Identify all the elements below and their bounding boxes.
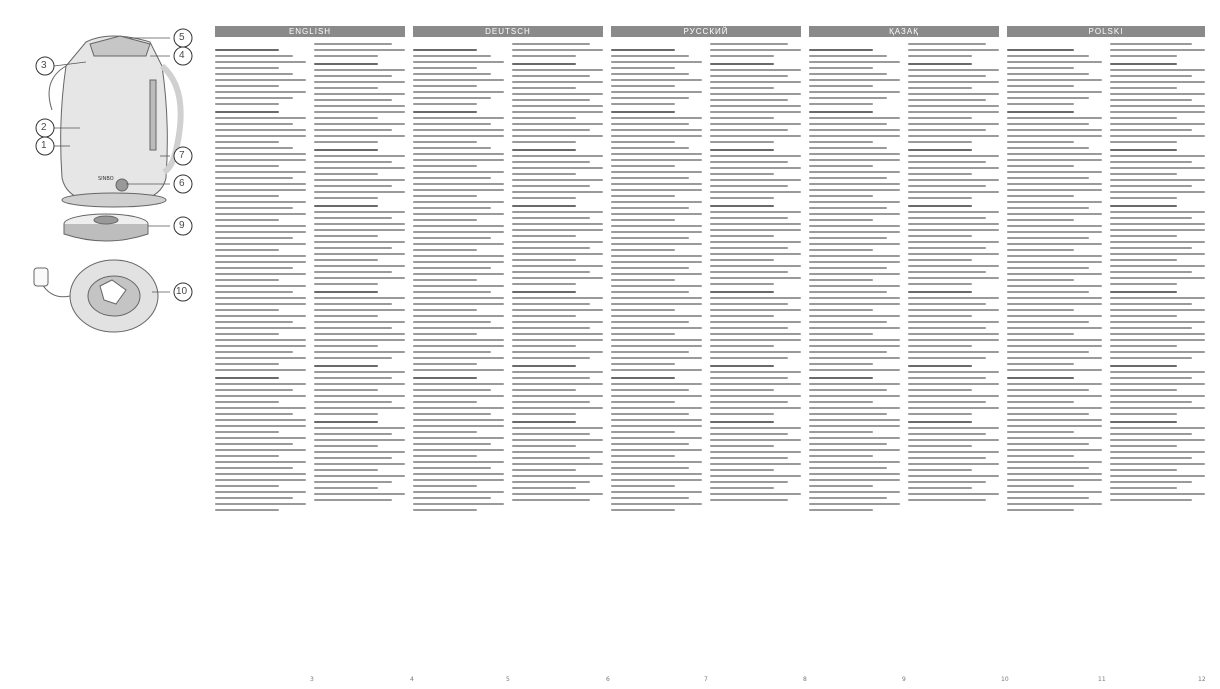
panel-kazakh [809,26,999,670]
panel-english [215,26,405,670]
kettle-base [64,214,148,241]
panel-polish [1007,26,1205,670]
page-number: 5 [506,676,510,683]
callout-2: 2 [41,122,47,133]
callout-7: 7 [179,150,185,161]
section-header: DEUTSCH [413,26,603,37]
page-number: 11 [1098,676,1106,683]
brand-logo: SINBO [98,176,114,182]
callout-3: 3 [41,60,47,71]
page-number: 4 [410,676,414,683]
panel-russian [611,26,801,670]
callout-5: 5 [179,32,185,43]
text-column [611,43,702,515]
kettle-figure [0,0,203,685]
callout-6: 6 [179,178,185,189]
page-number: 12 [1198,676,1206,683]
text-column [908,43,999,515]
text-column [314,43,405,515]
page-number: 6 [606,676,610,683]
section-header: ENGLISH [215,26,405,37]
callout-4: 4 [179,50,185,61]
kettle-illustration [0,0,203,685]
text-column [512,43,603,515]
page-number: 3 [310,676,314,683]
text-columns [1007,43,1205,515]
text-columns [809,43,999,515]
section-header: POLSKI [1007,26,1205,37]
section-header: ҚАЗАҚ [809,26,999,37]
section-header: РУССКИЙ [611,26,801,37]
page-number: 7 [704,676,708,683]
text-column [215,43,306,515]
page-number: 8 [803,676,807,683]
text-column [710,43,801,515]
kettle-body [49,36,181,207]
base-bottom-view [34,260,158,332]
callout-1: 1 [41,140,47,151]
text-column [1007,43,1102,515]
page-number: 9 [902,676,906,683]
text-columns [611,43,801,515]
text-column [1110,43,1205,515]
text-columns [413,43,603,515]
text-column [413,43,504,515]
panel-deutsch [413,26,603,670]
text-columns [215,43,405,515]
callout-9: 9 [179,220,185,231]
text-column [809,43,900,515]
page-number: 10 [1001,676,1009,683]
callout-10: 10 [176,286,188,297]
